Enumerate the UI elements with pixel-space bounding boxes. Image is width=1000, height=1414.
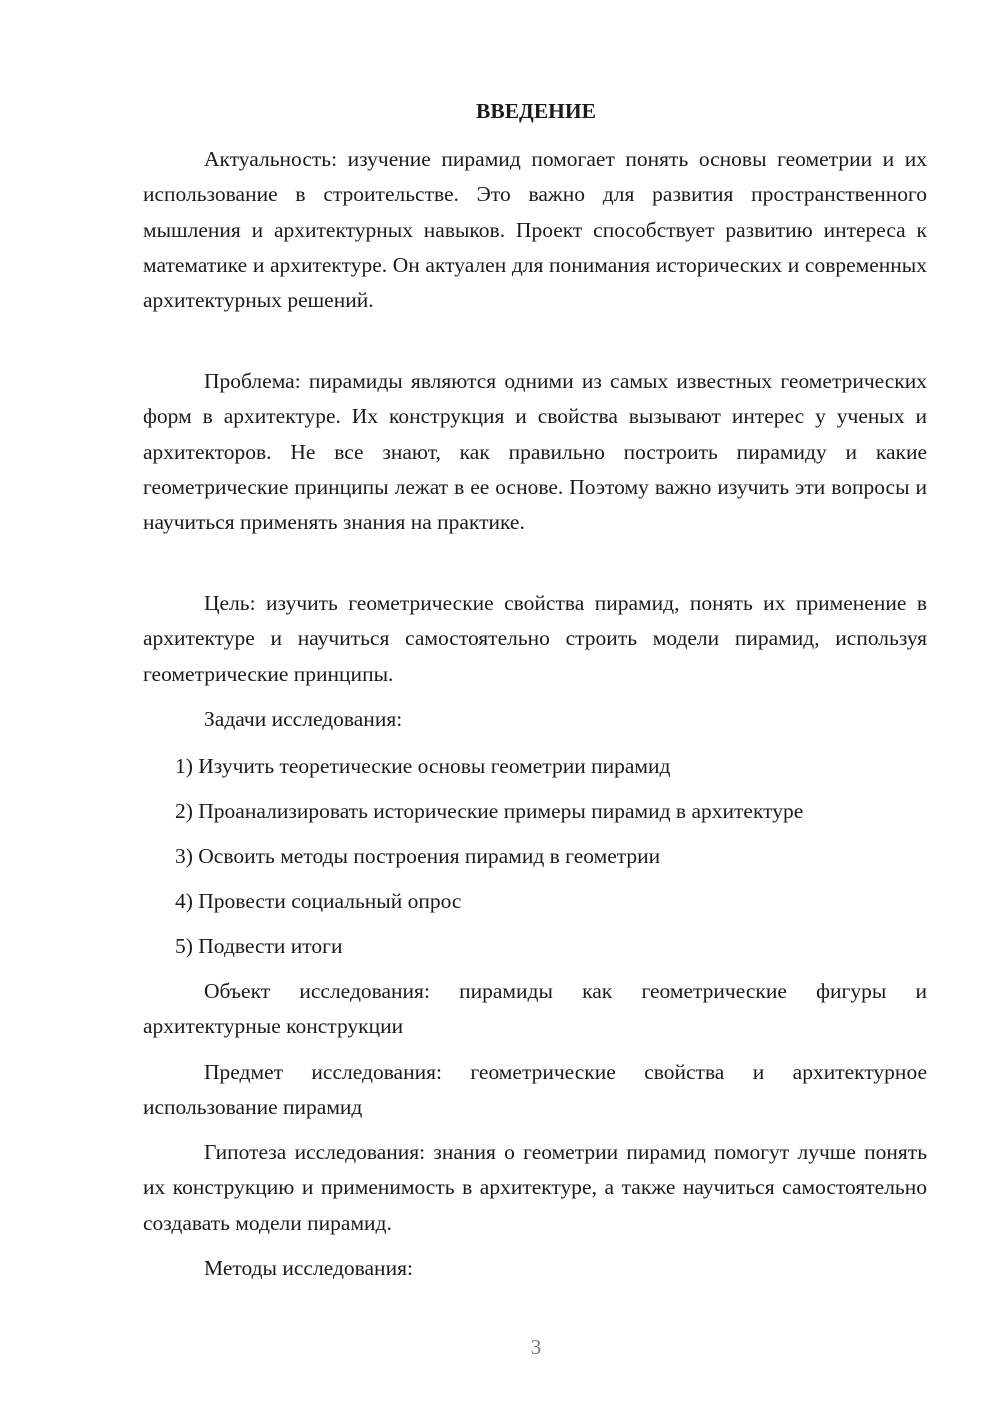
task-list-item: 1) Изучить теоретические основы геометрии пирамид [175,754,671,778]
task-list-item: 3) Освоить методы построения пирамид в геометрии [175,844,661,868]
page-number: 3 [530,1335,542,1359]
task-list-item: 4) Провести социальный опрос [175,889,462,913]
section-title: ВВЕДЕНИЕ [476,99,596,123]
task-list-item: 2) Проанализировать исторические примеры пирамид в архитектуре [175,799,804,823]
tasks-heading: Задачи исследования: [204,707,403,731]
task-list-item: 5) Подвести итоги [175,934,343,958]
paragraph-hypothesis: Гипотеза исследования: знания о геометрии пирамид помогут лучше понять их конструкцию и применимость в архитектуре, а также научиться самостоятельно создавать модели пирамид. [143,1140,927,1235]
paragraph-relevance: Актуальность: изучение пирамид помогает понять основы геометрии и их использование в строительстве. Это важно для развития пространственного мышления и архитектурных навыков. Проект способствует развитию интереса к математике и архитектуре. Он актуален для понимания исторических и современных архитектурных решений. [143,147,927,313]
paragraph-problem: Проблема: пирамиды являются одними из самых известных геометрических форм в архитектуре. Их конструкция и свойства вызывают интерес у ученых и архитекторов. Не все знают, как правильно построить пирамиду и какие геометрические принципы лежат в ее основе. Поэтому важно изучить эти вопросы и научиться применять знания на практике. [143,369,927,535]
paragraph-goal: Цель: изучить геометрические свойства пирамид, понять их применение в архитектуре и научиться самостоятельно строить модели пирамид, используя геометрические принципы. [143,591,927,686]
methods-heading: Методы исследования: [204,1256,413,1280]
paragraph-object: Объект исследования: пирамиды как геометрические фигуры и архитектурные конструкции [143,979,927,1039]
paragraph-subject: Предмет исследования: геометрические свойства и архитектурное использование пирамид [143,1060,927,1120]
